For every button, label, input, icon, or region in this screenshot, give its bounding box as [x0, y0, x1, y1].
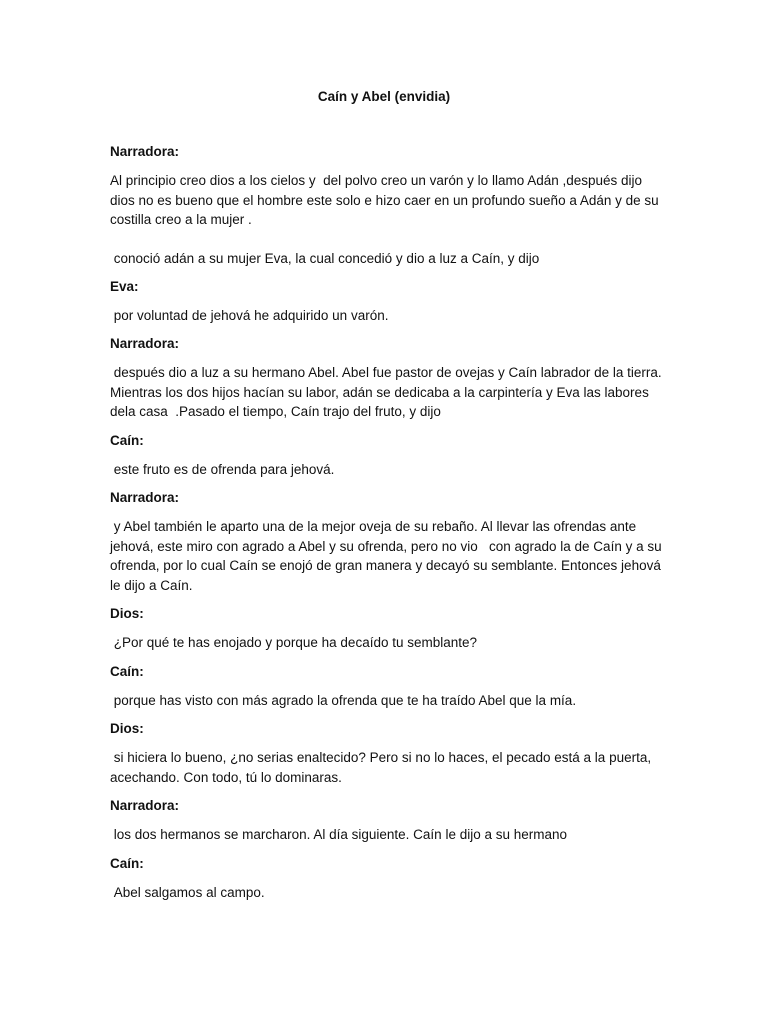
document-title: Caín y Abel (envidia) — [317, 89, 451, 104]
speaker-label: Eva: — [110, 278, 139, 294]
speaker-label: Caín: — [110, 855, 144, 871]
dialogue-paragraph: por voluntad de jehová he adquirido un varón. — [110, 307, 389, 323]
speaker-label: Dios: — [110, 721, 144, 736]
dialogue-paragraph: Al principio creo dios a los cielos y del polvo creo un varón y lo llamo Adán ,después dijo dios no es bueno que el hombre este solo e hizo caer en un profundo sueño a Adán y de su costilla creo a la mujer . conoció adán a su mujer Eva, la cual concedió y dio a luz a Caín, y dijo — [110, 173, 659, 266]
speaker-label: Dios: — [110, 606, 144, 621]
document-body — [110, 142, 666, 902]
speaker-label: Narradora: — [110, 490, 180, 505]
speaker-label: Narradora: — [110, 798, 180, 813]
speaker-label: Narradora: — [110, 144, 180, 159]
dialogue-paragraph: Abel salgamos al campo. — [110, 884, 265, 900]
speaker-label: Caín: — [110, 663, 144, 679]
dialogue-paragraph: porque has visto con más agrado la ofrenda que te ha traído Abel que la mía. — [110, 692, 577, 708]
dialogue-paragraph: ¿Por qué te has enojado y porque ha decaído tu semblante? — [110, 635, 478, 650]
dialogue-paragraph: este fruto es de ofrenda para jehová. — [110, 461, 335, 477]
dialogue-paragraph: si hiciera lo bueno, ¿no serias enaltecido? Pero si no lo haces, el pecado está a la puerta, acechando. Con todo, tú lo dominaras. — [110, 750, 655, 785]
dialogue-paragraph: y Abel también le aparto una de la mejor oveja de su rebaño. Al llevar las ofrendas ante jehová, este miro con agrado a Abel y su ofrenda, pero no vio con agrado la de Caín y a su ofrenda, por lo cual Caín se enojó de gran manera y decayó su semblante. Entonces jehová le dijo a Caín. — [110, 519, 666, 593]
speaker-label: Caín: — [110, 432, 144, 448]
dialogue-paragraph: los dos hermanos se marcharon. Al día siguiente. Caín le dijo a su hermano — [110, 827, 568, 842]
speaker-label: Narradora: — [110, 336, 180, 351]
dialogue-paragraph: después dio a luz a su hermano Abel. Abel fue pastor de ovejas y Caín labrador de la tierra. Mientras los dos hijos hacían su labor, adán se dedicaba a la carpintería y Eva las labores dela casa .Pasado el tiempo, Caín trajo del fruto, y dijo — [110, 365, 666, 419]
